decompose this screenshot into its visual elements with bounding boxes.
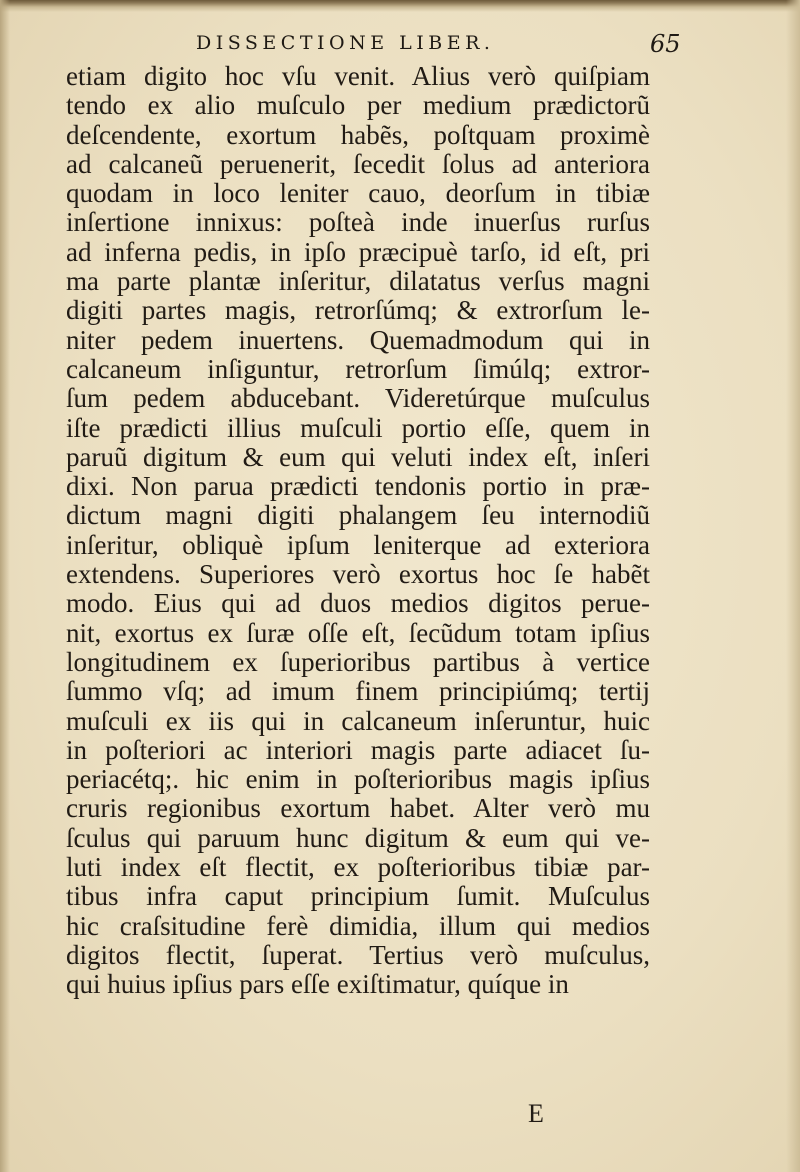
text-line: ma parte plantæ inſeritur, dilatatus verſus magni: [66, 267, 650, 297]
page-top-edge: [0, 0, 800, 12]
text-line: ſculus qui paruum hunc digitum & eum qui ve-: [66, 823, 650, 853]
signature-mark: E: [528, 1099, 544, 1128]
text-line: digitos flectit, ſuperat. Tertius verò muſculus,: [66, 940, 650, 970]
text-line: qui huius ipſius pars eſſe exiſtimatur, quíque in: [66, 970, 569, 1000]
body-text: [66, 62, 650, 1000]
text-line: muſculi ex iis qui in calcaneum inſeruntur, huic: [66, 706, 650, 736]
text-line: digiti partes magis, retrorſúmq; & extrorſum le-: [66, 296, 650, 326]
text-line: calcaneum inſiguntur, retrorſum ſimúlq; extror-: [66, 354, 650, 384]
text-line: tendo ex alio muſculo per medium prædictorũ: [66, 91, 650, 121]
text-line: tibus infra caput principium ſumit. Muſculus: [66, 882, 650, 912]
text-line: dixi. Non parua prædicti tendonis portio in præ-: [66, 472, 650, 502]
text-line: ad inferna pedis, in ipſo præcipuè tarſo, id eſt, pri: [66, 237, 650, 267]
text-line: paruũ digitum & eum qui veluti index eſt, inſeri: [66, 442, 650, 472]
page-left-edge: [0, 0, 10, 1172]
text-line: inſeritur, obliquè ipſum leniterque ad exteriora: [66, 530, 650, 560]
page-number: 65: [650, 30, 681, 58]
text-line: ad calcaneũ peruenerit, ſecedit ſolus ad anteriora: [66, 149, 650, 179]
text-line: in poſteriori ac interiori magis parte adiacet ſu-: [66, 735, 650, 765]
text-line: extendens. Superiores verò exortus hoc ſe habẽt: [66, 560, 650, 590]
page-right-edge: [786, 0, 800, 1172]
text-line: hic craſsitudine ferè dimidia, illum qui medios: [66, 911, 650, 941]
text-line: niter pedem inuertens. Quemadmodum qui in: [66, 325, 650, 355]
text-line: deſcendente, exortum habẽs, poſtquam proximè: [66, 120, 650, 150]
text-line: cruris regionibus exortum habet. Alter verò mu: [66, 794, 650, 824]
text-line: quodam in loco leniter cauo, deorſum in tibiæ: [66, 179, 650, 209]
text-line: nit, exortus ex ſuræ oſſe eſt, ſecũdum totam ipſius: [66, 618, 650, 648]
text-line: luti index eſt flectit, ex poſterioribus tibiæ par-: [66, 853, 650, 883]
text-line: ſummo vſq; ad imum finem principiúmq; tertij: [66, 677, 650, 707]
text-line: iſte prædicti illius muſculi portio eſſe, quem in: [66, 413, 650, 443]
text-line: ſum pedem abducebant. Videretúrque muſculus: [66, 384, 650, 414]
running-title: DISSECTIONE LIBER.: [196, 32, 495, 54]
text-line: inſertione innixus: poſteà inde inuerſus rurſus: [66, 208, 650, 238]
text-line: etiam digito hoc vſu venit. Alius verò quiſpiam: [66, 62, 650, 91]
text-line: dictum magni digiti phalangem ſeu internodiũ: [66, 501, 650, 531]
text-line: longitudinem ex ſuperioribus partibus à vertice: [66, 647, 650, 677]
text-line: modo. Eius qui ad duos medios digitos perue-: [66, 589, 650, 619]
text-line: periacétq;. hic enim in poſterioribus magis ipſius: [66, 765, 650, 795]
